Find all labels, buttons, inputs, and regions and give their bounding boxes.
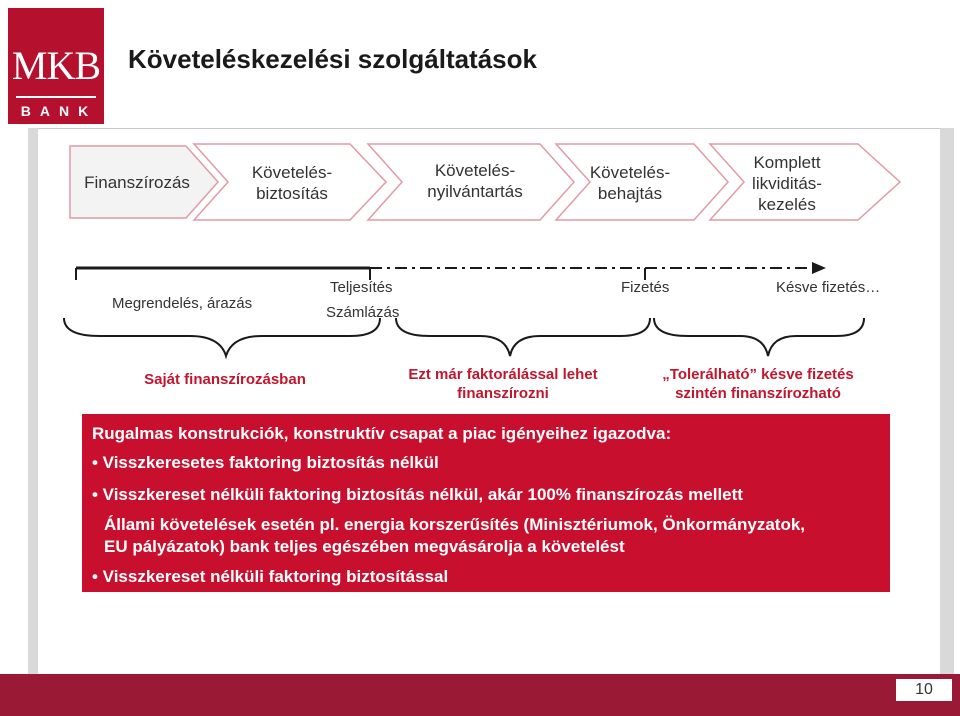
process-step-label: Követelés- nyilvántartás bbox=[427, 161, 523, 201]
brace-tolerable bbox=[654, 318, 864, 356]
page-title: Követeléskezelési szolgáltatások bbox=[128, 44, 537, 74]
slide-side-shadow bbox=[28, 128, 38, 676]
brace-label-own-financing: Saját finanszírozásban bbox=[144, 371, 306, 388]
timeline-payment: Fizetés bbox=[621, 279, 670, 296]
logo-text-mkb: MKB bbox=[11, 43, 101, 88]
process-step-label: Követelés- biztosítás bbox=[251, 163, 333, 203]
info-bullet: • Visszkereset nélküli faktoring biztosítással bbox=[92, 567, 449, 586]
brace-factoring bbox=[396, 318, 650, 356]
info-box bbox=[82, 414, 890, 592]
brace-label-factoring: Ezt már faktorálással lehet finanszírozni bbox=[408, 366, 598, 402]
info-bullet: • Visszkeresetes faktoring biztosítás nélkül bbox=[92, 453, 439, 472]
slide-right-shadow bbox=[940, 128, 954, 688]
mkb-bank-logo bbox=[8, 8, 104, 124]
logo-text-bank: BANK bbox=[20, 103, 98, 119]
process-step-label: Követelés- behajtás bbox=[589, 163, 671, 203]
brace-own-financing bbox=[64, 318, 380, 356]
timeline-arrow bbox=[70, 258, 840, 288]
page-number: 10 bbox=[896, 679, 952, 701]
info-paragraph-line: Állami követelések esetén pl. energia korszerűsítés (Minisztériumok, Önkormányzatok, bbox=[104, 515, 806, 534]
info-heading: Rugalmas konstrukciók, konstruktív csapat a piac igényeihez igazodva: bbox=[92, 424, 672, 443]
process-step-label: Komplett likviditás- kezelés bbox=[752, 153, 822, 214]
timeline-order: Megrendelés, árazás bbox=[112, 295, 253, 312]
slide-top-rule bbox=[38, 128, 940, 129]
info-bullet: • Visszkereset nélküli faktoring biztosítás nélkül, akár 100% finanszírozás mellett bbox=[92, 485, 743, 504]
timeline-braces bbox=[60, 312, 900, 362]
footer-bar bbox=[0, 674, 960, 716]
timeline-performance: Teljesítés bbox=[330, 279, 393, 296]
timeline-invoicing: Számlázás bbox=[326, 304, 400, 321]
process-step-label: Finanszírozás bbox=[84, 173, 190, 192]
info-paragraph-line: EU pályázatok) bank teljes egészében megvásárolja a követelést bbox=[104, 537, 625, 556]
logo-divider bbox=[16, 96, 96, 98]
timeline-late-payment: Késve fizetés… bbox=[776, 279, 881, 296]
brace-label-tolerable: „Tolerálható” késve fizetés szintén finanszírozható bbox=[662, 366, 854, 402]
